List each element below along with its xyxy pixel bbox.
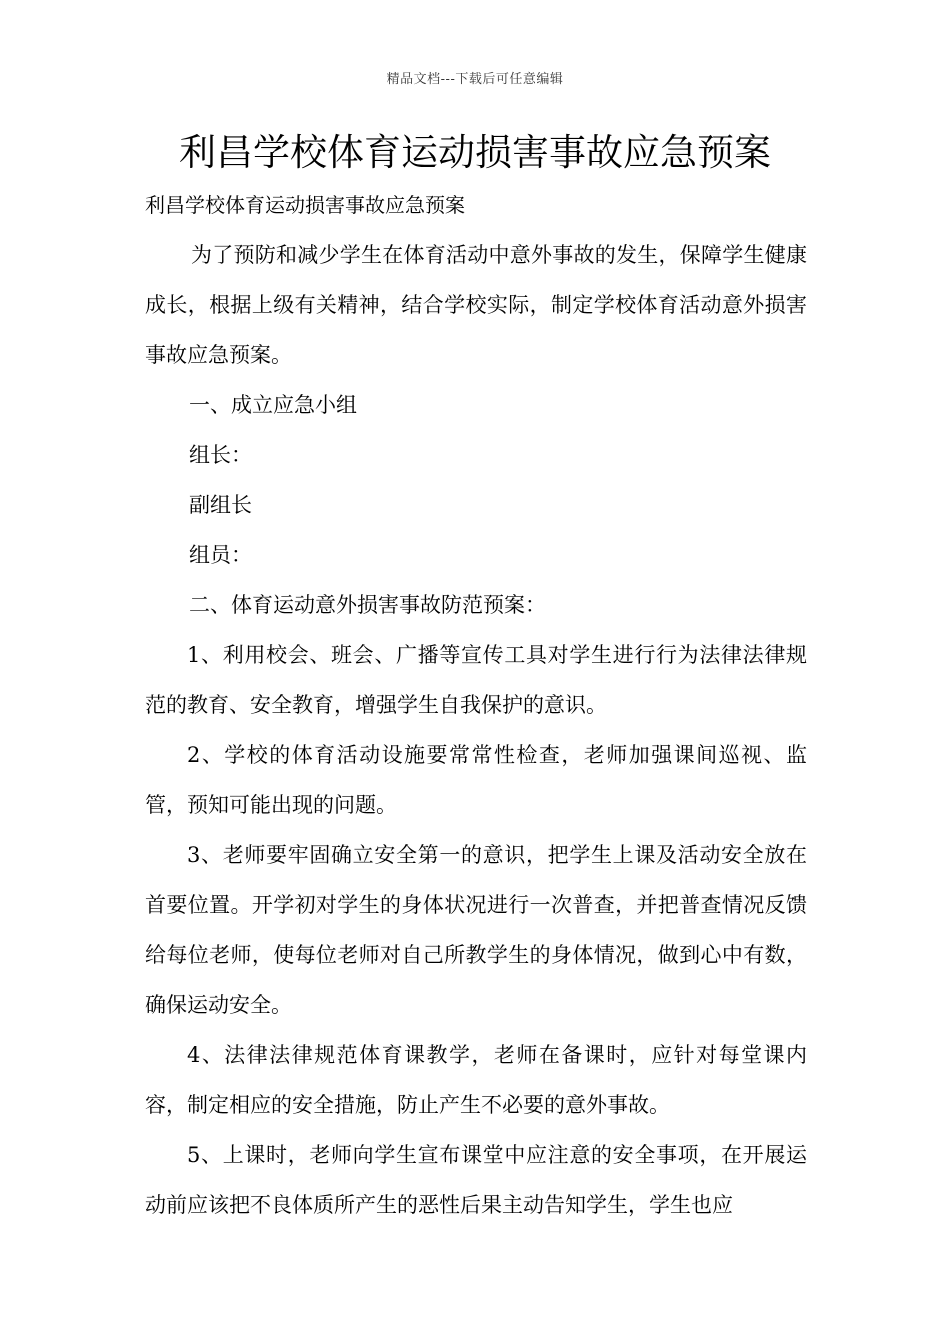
list-item: 2、学校的体育活动设施要常常性检查，老师加强课间巡视、监管，预知可能出现的问题。: [145, 743, 807, 817]
leader-label: 组长：: [189, 443, 252, 467]
section1-heading: 一、成立应急小组: [189, 393, 357, 417]
page-title: 利昌学校体育运动损害事故应急预案: [179, 131, 771, 174]
header-note: 精品文档---下载后可任意编辑: [386, 72, 564, 87]
deputy-label: 副组长: [189, 493, 252, 517]
members-label: 组员：: [189, 543, 252, 567]
section2-heading: 二、体育运动意外损害事故防范预案：: [189, 593, 546, 617]
list-item: 1、利用校会、班会、广播等宣传工具对学生进行行为法律法律规范的教育、安全教育，增强学生自我保护的意识。: [145, 643, 807, 717]
intro-paragraph: 为了预防和减少学生在体育活动中意外事故的发生，保障学生健康成长，根据上级有关精神，结合学校实际，制定学校体育活动意外损害事故应急预案。: [145, 243, 807, 367]
list-item: 3、老师要牢固确立安全第一的意识，把学生上课及活动安全放在首要位置。开学初对学生的身体状况进行一次普查，并把普查情况反馈给每位老师，使每位老师对自己所教学生的身体情况，做到心中有数，确保运动安全。: [145, 843, 807, 1017]
list-item: 5、上课时，老师向学生宣布课堂中应注意的安全事项，在开展运动前应该把不良体质所产生的恶性后果主动告知学生，学生也应: [145, 1143, 807, 1217]
document-body: [145, 180, 807, 1230]
list-item: 4、法律法律规范体育课教学，老师在备课时，应针对每堂课内容，制定相应的安全措施，防止产生不必要的意外事故。: [145, 1043, 807, 1117]
document-subtitle: 利昌学校体育运动损害事故应急预案: [145, 193, 465, 217]
